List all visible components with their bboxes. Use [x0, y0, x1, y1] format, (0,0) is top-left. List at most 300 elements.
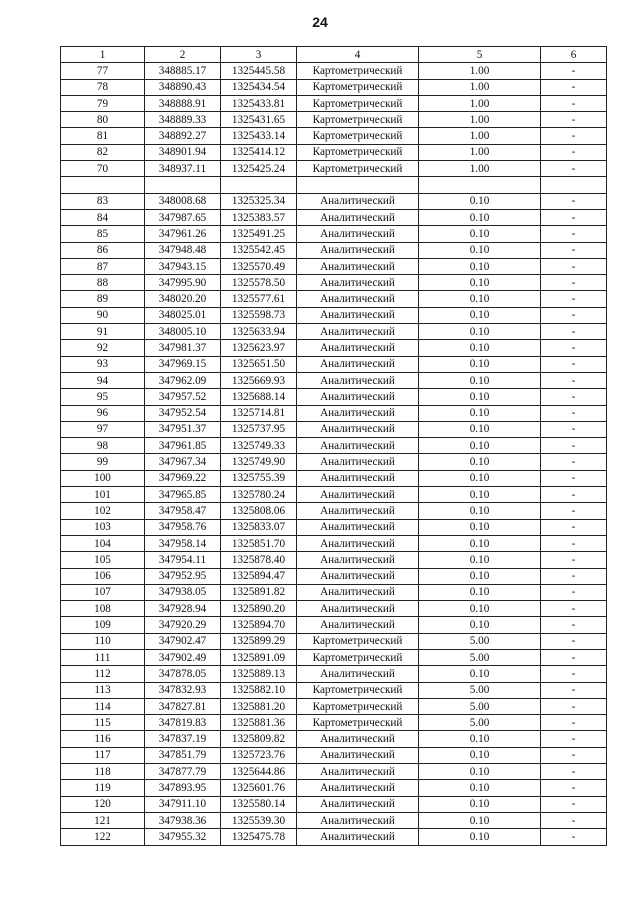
table-cell: 1325889.13: [221, 666, 297, 682]
table-row: [61, 372, 607, 388]
table-cell: 92: [61, 340, 145, 356]
table-cell: -: [541, 698, 607, 714]
table-cell: -: [541, 796, 607, 812]
table-cell: 104: [61, 535, 145, 551]
table-cell: 0.10: [419, 275, 541, 291]
table-cell: 122: [61, 829, 145, 845]
table-cell: 1325623.97: [221, 340, 297, 356]
table-cell: 347938.05: [145, 584, 221, 600]
table-cell: 1325894.47: [221, 568, 297, 584]
table-cell: Аналитический: [297, 829, 419, 845]
table-cell: Картометрический: [297, 95, 419, 111]
table-cell: 347951.37: [145, 421, 221, 437]
table-cell: -: [541, 519, 607, 535]
table-cell: 0.10: [419, 796, 541, 812]
table-cell: Аналитический: [297, 519, 419, 535]
table-cell: -: [541, 487, 607, 503]
table-cell: 347851.79: [145, 747, 221, 763]
table-row: [61, 193, 607, 209]
table-row: [61, 340, 607, 356]
table-row: [61, 764, 607, 780]
table-cell: 1325577.61: [221, 291, 297, 307]
table-cell: -: [541, 731, 607, 747]
table-cell: 111: [61, 649, 145, 665]
table-cell: -: [541, 209, 607, 225]
table-cell: Аналитический: [297, 193, 419, 209]
table-cell: 97: [61, 421, 145, 437]
table-row: [61, 649, 607, 665]
table-cell: 1325425.24: [221, 161, 297, 177]
table-row: [61, 584, 607, 600]
table-cell: 347911.10: [145, 796, 221, 812]
table-cell: 1325580.14: [221, 796, 297, 812]
table-cell: 115: [61, 715, 145, 731]
table-cell: 347938.36: [145, 812, 221, 828]
table-cell: [221, 177, 297, 193]
table-cell: -: [541, 649, 607, 665]
table-cell: 1325491.25: [221, 226, 297, 242]
table-cell: [419, 177, 541, 193]
header-cell: 1: [61, 47, 145, 63]
table-row: [61, 438, 607, 454]
table-cell: 0.10: [419, 617, 541, 633]
table-row: [61, 242, 607, 258]
table-cell: 1325434.54: [221, 79, 297, 95]
table-cell: Аналитический: [297, 226, 419, 242]
table-cell: 0.10: [419, 780, 541, 796]
table-cell: Картометрический: [297, 698, 419, 714]
table-cell: Аналитический: [297, 796, 419, 812]
table-cell: Картометрический: [297, 649, 419, 665]
table-row: [61, 617, 607, 633]
table-cell: 109: [61, 617, 145, 633]
table-cell: 0.10: [419, 812, 541, 828]
table-cell: -: [541, 193, 607, 209]
table-cell: -: [541, 633, 607, 649]
table-row: [61, 128, 607, 144]
table-cell: Аналитический: [297, 487, 419, 503]
table-row: [61, 568, 607, 584]
table-cell: Аналитический: [297, 584, 419, 600]
table-cell: Аналитический: [297, 258, 419, 274]
table-row: [61, 535, 607, 551]
table-row: [61, 454, 607, 470]
table-cell: -: [541, 764, 607, 780]
table-cell: 1325383.57: [221, 209, 297, 225]
table-cell: -: [541, 568, 607, 584]
table-cell: 95: [61, 389, 145, 405]
table-cell: Аналитический: [297, 421, 419, 437]
table-cell: -: [541, 454, 607, 470]
table-cell: 87: [61, 258, 145, 274]
table-cell: 347877.79: [145, 764, 221, 780]
table-cell: 1325598.73: [221, 307, 297, 323]
table-cell: Аналитический: [297, 438, 419, 454]
table-row: [61, 487, 607, 503]
table-cell: -: [541, 666, 607, 682]
table-row: [61, 829, 607, 845]
table-cell: 347967.34: [145, 454, 221, 470]
table-row: [61, 63, 607, 79]
table-cell: 98: [61, 438, 145, 454]
table-cell: 1325433.81: [221, 95, 297, 111]
table-cell: 347961.26: [145, 226, 221, 242]
table-cell: 108: [61, 601, 145, 617]
table-cell: 347958.47: [145, 503, 221, 519]
table-row: [61, 552, 607, 568]
table-cell: 347955.32: [145, 829, 221, 845]
table-cell: [297, 177, 419, 193]
table-cell: 105: [61, 552, 145, 568]
table-cell: 1325882.10: [221, 682, 297, 698]
table-cell: 347948.48: [145, 242, 221, 258]
table-cell: 121: [61, 812, 145, 828]
table-cell: 0.10: [419, 405, 541, 421]
table-cell: 347957.52: [145, 389, 221, 405]
table-cell: Аналитический: [297, 535, 419, 551]
table-cell: 347943.15: [145, 258, 221, 274]
table-cell: 70: [61, 161, 145, 177]
table-cell: 0.10: [419, 340, 541, 356]
table-cell: 5.00: [419, 715, 541, 731]
table-cell: -: [541, 128, 607, 144]
header-cell: 3: [221, 47, 297, 63]
table-cell: 348005.10: [145, 324, 221, 340]
table-cell: -: [541, 617, 607, 633]
table-cell: Аналитический: [297, 731, 419, 747]
table-cell: 1325714.81: [221, 405, 297, 421]
table-cell: 1325833.07: [221, 519, 297, 535]
table-cell: 1325431.65: [221, 112, 297, 128]
table-cell: 0.10: [419, 568, 541, 584]
table-cell: 96: [61, 405, 145, 421]
table-cell: 80: [61, 112, 145, 128]
table-cell: 1325433.14: [221, 128, 297, 144]
table-cell: 1325890.20: [221, 601, 297, 617]
table-cell: 117: [61, 747, 145, 763]
table-cell: 347827.81: [145, 698, 221, 714]
table-body: [61, 63, 607, 845]
table-cell: 347961.85: [145, 438, 221, 454]
table-cell: 82: [61, 144, 145, 160]
table-cell: 0.10: [419, 454, 541, 470]
table-cell: 85: [61, 226, 145, 242]
table-cell: 347902.47: [145, 633, 221, 649]
table-cell: 1.00: [419, 161, 541, 177]
table-cell: 347981.37: [145, 340, 221, 356]
table-cell: Аналитический: [297, 552, 419, 568]
table-cell: 113: [61, 682, 145, 698]
table-cell: 1325539.30: [221, 812, 297, 828]
table-cell: 347902.49: [145, 649, 221, 665]
table-row: [61, 291, 607, 307]
table-cell: 347878.05: [145, 666, 221, 682]
table-cell: 119: [61, 780, 145, 796]
table-cell: 1325891.82: [221, 584, 297, 600]
table-cell: 0.10: [419, 372, 541, 388]
table-row: [61, 633, 607, 649]
table-cell: 1325633.94: [221, 324, 297, 340]
table-cell: 0.10: [419, 487, 541, 503]
table-cell: 348901.94: [145, 144, 221, 160]
table-cell: -: [541, 552, 607, 568]
table-cell: Картометрический: [297, 633, 419, 649]
table-cell: 0.10: [419, 731, 541, 747]
header-cell: 6: [541, 47, 607, 63]
table-cell: 0.10: [419, 584, 541, 600]
table-cell: 88: [61, 275, 145, 291]
table-cell: 1325755.39: [221, 470, 297, 486]
table-cell: 0.10: [419, 519, 541, 535]
table-cell: 1325780.24: [221, 487, 297, 503]
table-cell: -: [541, 812, 607, 828]
table-cell: Аналитический: [297, 601, 419, 617]
table-cell: 0.10: [419, 307, 541, 323]
table-cell: 347928.94: [145, 601, 221, 617]
table-cell: 0.10: [419, 242, 541, 258]
table-row: [61, 812, 607, 828]
table-cell: 1325881.36: [221, 715, 297, 731]
table-cell: 347819.83: [145, 715, 221, 731]
table-cell: 347920.29: [145, 617, 221, 633]
table-cell: 348888.91: [145, 95, 221, 111]
table-cell: 347958.76: [145, 519, 221, 535]
table-cell: -: [541, 584, 607, 600]
table-cell: 347969.22: [145, 470, 221, 486]
table-cell: 1325325.34: [221, 193, 297, 209]
table-row: [61, 307, 607, 323]
table-row: [61, 177, 607, 193]
table-row: [61, 519, 607, 535]
table-cell: 86: [61, 242, 145, 258]
table-cell: 0.10: [419, 470, 541, 486]
table-cell: Аналитический: [297, 812, 419, 828]
table-cell: 102: [61, 503, 145, 519]
table-cell: 348020.20: [145, 291, 221, 307]
table-cell: 0.10: [419, 601, 541, 617]
table-cell: 90: [61, 307, 145, 323]
table-row: [61, 209, 607, 225]
table-cell: [541, 177, 607, 193]
table-cell: 79: [61, 95, 145, 111]
table-cell: Аналитический: [297, 340, 419, 356]
table-cell: 116: [61, 731, 145, 747]
table-cell: 114: [61, 698, 145, 714]
table-cell: -: [541, 503, 607, 519]
table-cell: 347952.54: [145, 405, 221, 421]
page-number: 24: [312, 14, 328, 30]
table-cell: 0.10: [419, 438, 541, 454]
table-cell: 1.00: [419, 112, 541, 128]
table-row: [61, 389, 607, 405]
table-cell: 1.00: [419, 63, 541, 79]
table-cell: 348889.33: [145, 112, 221, 128]
table-cell: -: [541, 161, 607, 177]
table-cell: 1325542.45: [221, 242, 297, 258]
table-cell: -: [541, 780, 607, 796]
table-cell: 1325808.06: [221, 503, 297, 519]
table-cell: Картометрический: [297, 63, 419, 79]
table-cell: 83: [61, 193, 145, 209]
table-cell: [61, 177, 145, 193]
table-row: [61, 731, 607, 747]
table-row: [61, 356, 607, 372]
table-cell: 93: [61, 356, 145, 372]
table-cell: 348885.17: [145, 63, 221, 79]
table-row: [61, 715, 607, 731]
table-cell: 347965.85: [145, 487, 221, 503]
table-cell: -: [541, 470, 607, 486]
table-cell: 1325899.29: [221, 633, 297, 649]
table-cell: Аналитический: [297, 454, 419, 470]
table-cell: 1.00: [419, 128, 541, 144]
table-cell: 0.10: [419, 764, 541, 780]
table-cell: 81: [61, 128, 145, 144]
table-cell: 118: [61, 764, 145, 780]
table-cell: -: [541, 405, 607, 421]
table-row: [61, 780, 607, 796]
table-cell: -: [541, 535, 607, 551]
table-cell: 5.00: [419, 633, 541, 649]
table-cell: Картометрический: [297, 715, 419, 731]
table-cell: -: [541, 242, 607, 258]
table-row: [61, 796, 607, 812]
table-row: [61, 405, 607, 421]
table-row: [61, 79, 607, 95]
table-cell: -: [541, 144, 607, 160]
table-row: [61, 747, 607, 763]
table-cell: 1325688.14: [221, 389, 297, 405]
table-cell: -: [541, 63, 607, 79]
table-cell: -: [541, 112, 607, 128]
table-cell: 347893.95: [145, 780, 221, 796]
table-cell: 1325475.78: [221, 829, 297, 845]
table-row: [61, 161, 607, 177]
table-cell: 0.10: [419, 747, 541, 763]
table-cell: 1325851.70: [221, 535, 297, 551]
table-cell: 1325881.20: [221, 698, 297, 714]
table-cell: Картометрический: [297, 128, 419, 144]
coordinates-table: [60, 46, 607, 846]
table-cell: 1325570.49: [221, 258, 297, 274]
table-cell: 0.10: [419, 535, 541, 551]
table-row: [61, 226, 607, 242]
table-row: [61, 666, 607, 682]
table-cell: Аналитический: [297, 617, 419, 633]
table-cell: Картометрический: [297, 161, 419, 177]
table-cell: Аналитический: [297, 405, 419, 421]
table-cell: 120: [61, 796, 145, 812]
table-cell: 0.10: [419, 666, 541, 682]
table-cell: 5.00: [419, 649, 541, 665]
table-cell: 1325644.86: [221, 764, 297, 780]
table-cell: 1325894.70: [221, 617, 297, 633]
table-cell: 0.10: [419, 503, 541, 519]
table-cell: 0.10: [419, 552, 541, 568]
table-cell: 100: [61, 470, 145, 486]
table-cell: 348937.11: [145, 161, 221, 177]
table-cell: -: [541, 275, 607, 291]
table-cell: Аналитический: [297, 356, 419, 372]
table-cell: 347962.09: [145, 372, 221, 388]
table-cell: -: [541, 340, 607, 356]
table-cell: 101: [61, 487, 145, 503]
table-cell: 348008.68: [145, 193, 221, 209]
table-cell: Аналитический: [297, 389, 419, 405]
table-cell: 0.10: [419, 421, 541, 437]
table-cell: Картометрический: [297, 682, 419, 698]
table-cell: -: [541, 421, 607, 437]
table-cell: Аналитический: [297, 275, 419, 291]
table-cell: Картометрический: [297, 79, 419, 95]
table-cell: 1.00: [419, 79, 541, 95]
table-cell: Аналитический: [297, 324, 419, 340]
table-cell: 1325891.09: [221, 649, 297, 665]
table-cell: -: [541, 438, 607, 454]
table-header: [61, 47, 607, 63]
table-cell: Аналитический: [297, 291, 419, 307]
table-cell: 347958.14: [145, 535, 221, 551]
table-row: [61, 144, 607, 160]
table-cell: 0.10: [419, 291, 541, 307]
table-cell: 1325601.76: [221, 780, 297, 796]
table-cell: 77: [61, 63, 145, 79]
table-cell: -: [541, 95, 607, 111]
table-cell: 1.00: [419, 95, 541, 111]
table-cell: 5.00: [419, 698, 541, 714]
table-row: [61, 95, 607, 111]
table-cell: Аналитический: [297, 747, 419, 763]
table-cell: Аналитический: [297, 307, 419, 323]
table-cell: 347954.11: [145, 552, 221, 568]
table-cell: 1325723.76: [221, 747, 297, 763]
table-cell: Аналитический: [297, 242, 419, 258]
table-cell: -: [541, 226, 607, 242]
table-cell: Аналитический: [297, 666, 419, 682]
table-cell: 1325749.33: [221, 438, 297, 454]
table-cell: 347969.15: [145, 356, 221, 372]
table-cell: -: [541, 372, 607, 388]
header-cell: 5: [419, 47, 541, 63]
table-cell: Аналитический: [297, 568, 419, 584]
table-cell: 348892.27: [145, 128, 221, 144]
table-cell: 99: [61, 454, 145, 470]
table-cell: -: [541, 389, 607, 405]
table-cell: 5.00: [419, 682, 541, 698]
table-row: [61, 601, 607, 617]
table-cell: 348890.43: [145, 79, 221, 95]
table-cell: 348025.01: [145, 307, 221, 323]
table-cell: 1.00: [419, 144, 541, 160]
table-cell: 89: [61, 291, 145, 307]
table-cell: 347987.65: [145, 209, 221, 225]
table-cell: 0.10: [419, 829, 541, 845]
table-cell: 84: [61, 209, 145, 225]
table-cell: 1325651.50: [221, 356, 297, 372]
table-cell: 0.10: [419, 389, 541, 405]
table-cell: -: [541, 258, 607, 274]
header-cell: 2: [145, 47, 221, 63]
table-row: [61, 682, 607, 698]
table-cell: 91: [61, 324, 145, 340]
table-cell: Картометрический: [297, 144, 419, 160]
table-row: [61, 258, 607, 274]
table-cell: -: [541, 601, 607, 617]
table-cell: 103: [61, 519, 145, 535]
table-cell: 78: [61, 79, 145, 95]
table-cell: 0.10: [419, 356, 541, 372]
table-cell: -: [541, 79, 607, 95]
